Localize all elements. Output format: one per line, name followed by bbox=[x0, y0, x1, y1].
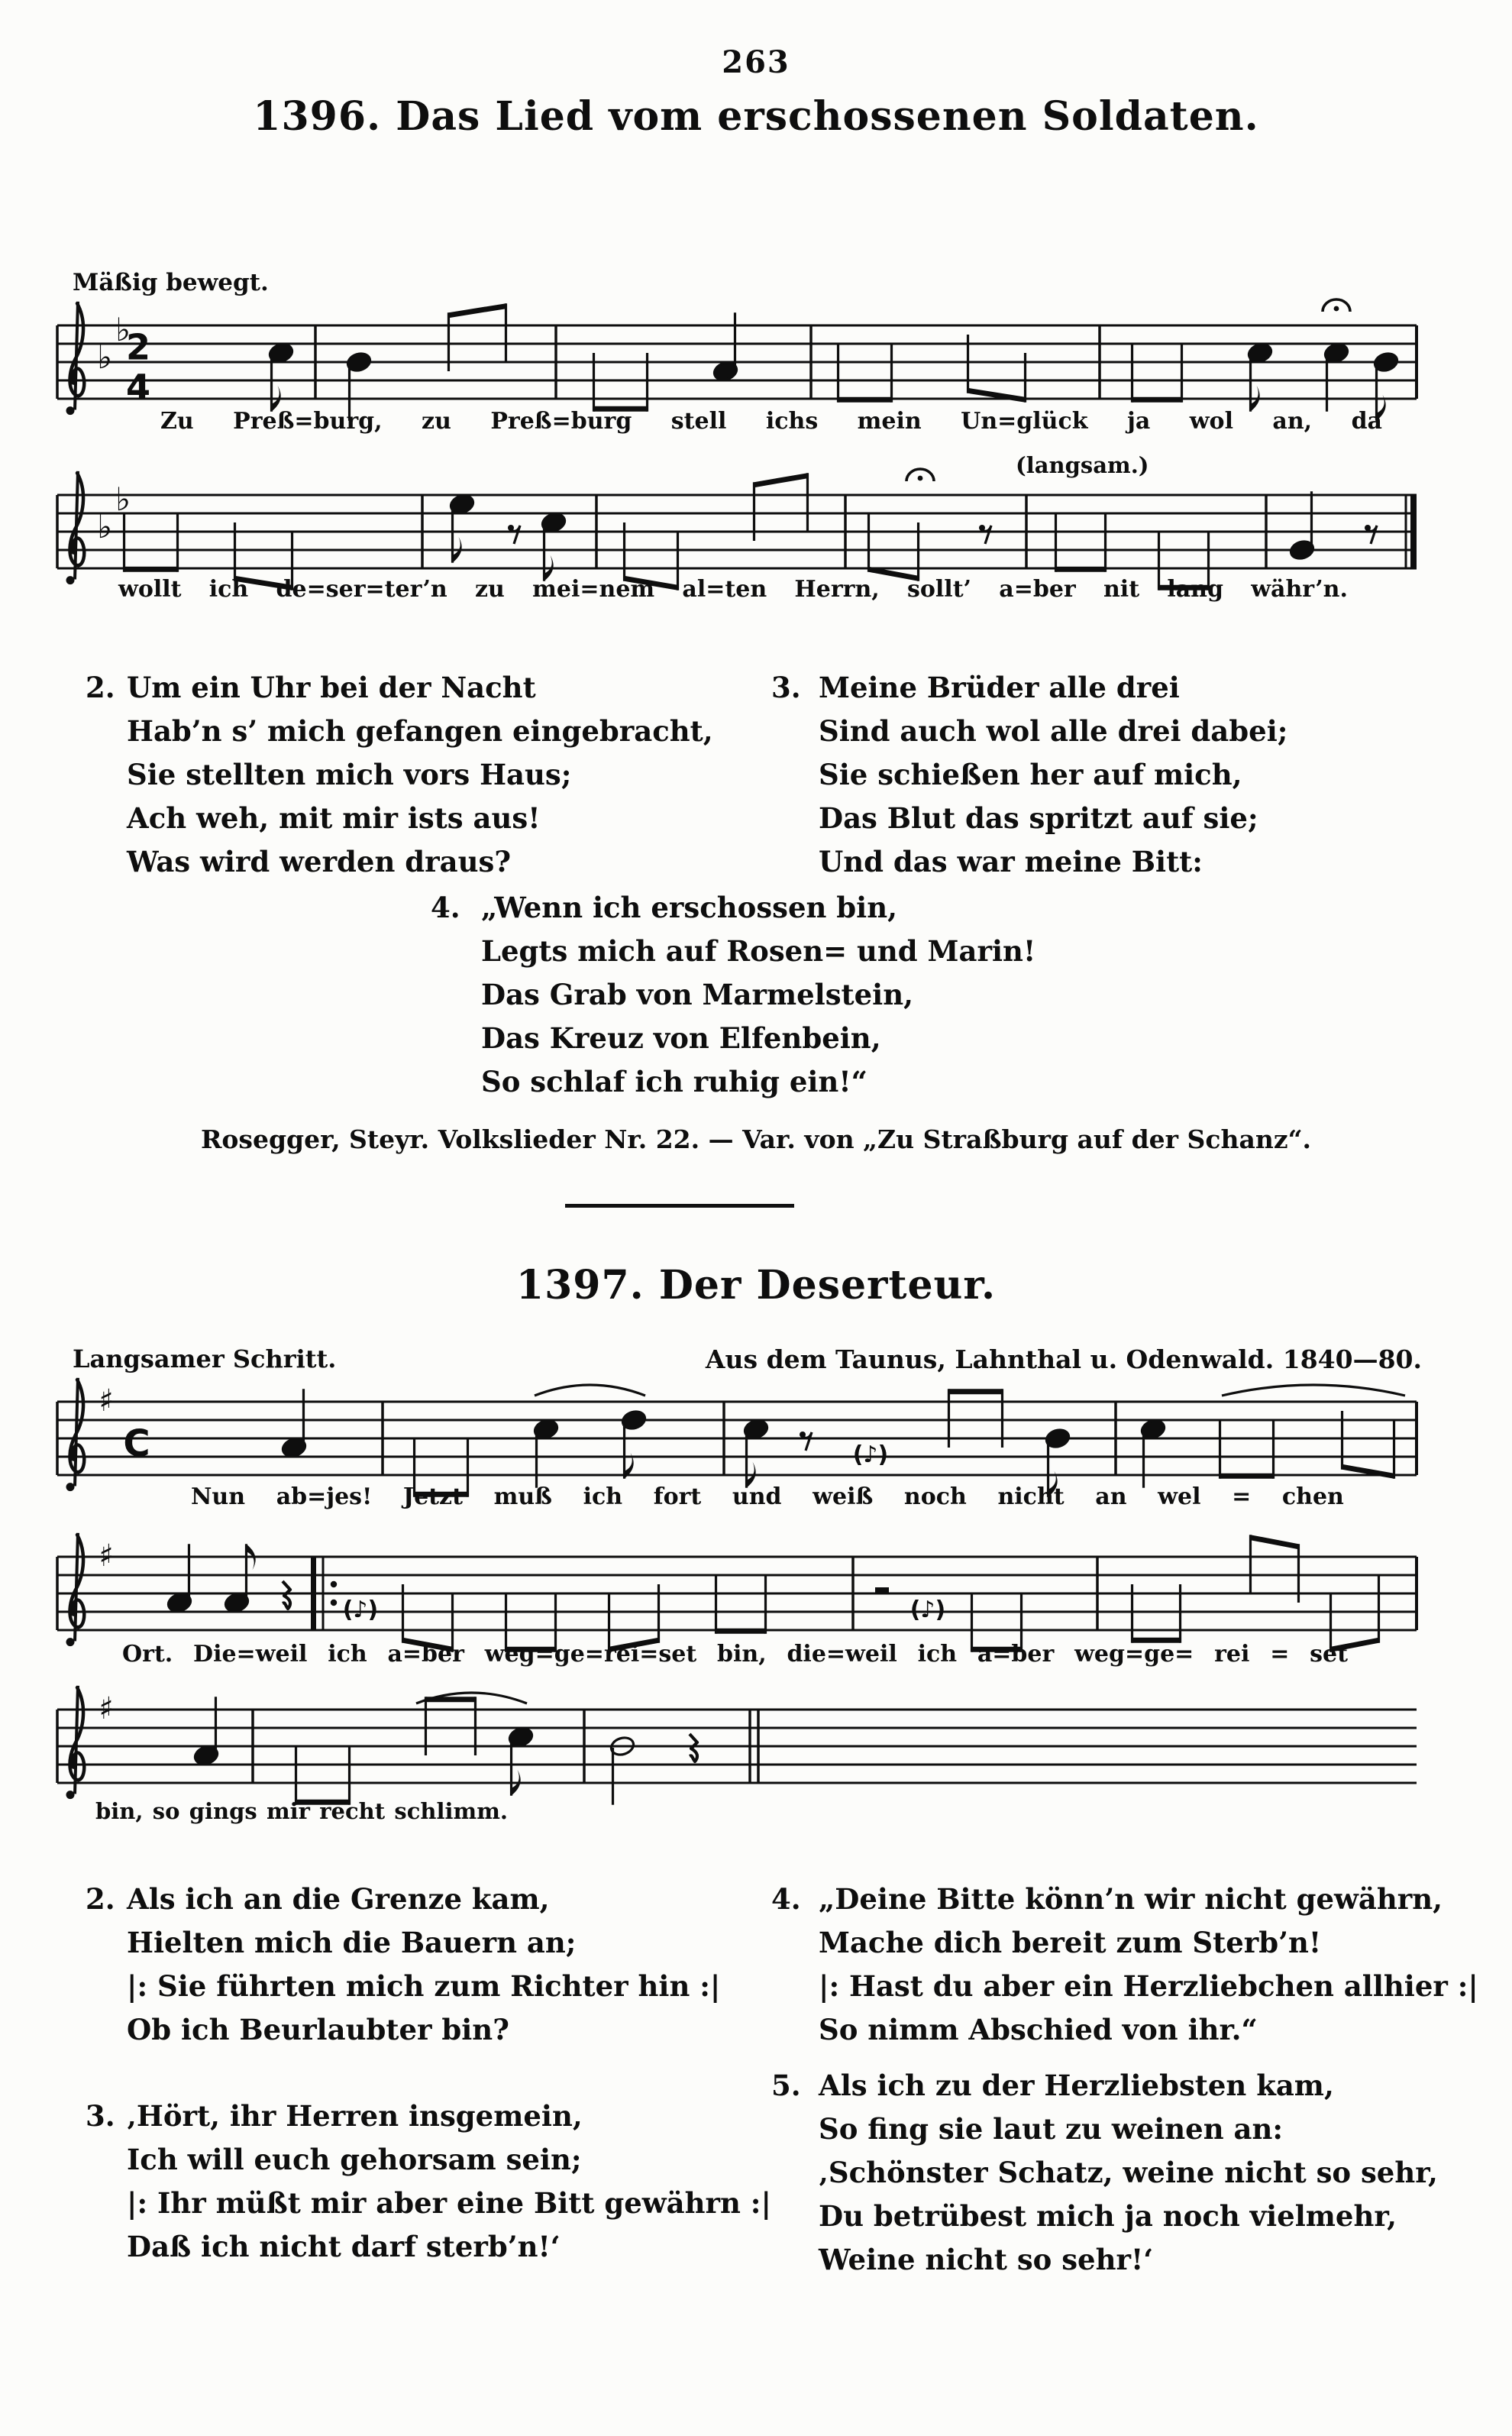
song2-tempo-marking: Langsamer Schritt. bbox=[73, 1344, 337, 1373]
lyric-syllable: mir bbox=[266, 1798, 310, 1824]
verse-line: Sie stellten mich vors Haus; bbox=[127, 758, 572, 791]
lyric-syllable: stell bbox=[670, 408, 727, 435]
staff-system-1 bbox=[57, 299, 1417, 421]
verse-line: Du betrübest mich ja noch vielmehr, bbox=[819, 2199, 1397, 2233]
verse-number: 5. bbox=[771, 2069, 801, 2102]
lyric-syllable: ab=jes! bbox=[276, 1483, 373, 1510]
lyric-syllable: fort bbox=[653, 1483, 702, 1510]
lyric-syllable: zu bbox=[475, 576, 505, 603]
lyric-syllable: Preß=burg bbox=[490, 408, 632, 435]
verse-line: So schlaf ich ruhig ein!“ bbox=[481, 1065, 867, 1098]
verse-line: Um ein Uhr bei der Nacht bbox=[127, 671, 536, 704]
staff-system-3 bbox=[57, 1378, 1417, 1497]
verse-line: ‚Schönster Schatz, weine nicht so sehr, bbox=[819, 2156, 1438, 2189]
lyric-syllable: da bbox=[1351, 408, 1382, 435]
lyric-syllable: muß bbox=[493, 1483, 552, 1510]
lyric-syllable: Nun bbox=[191, 1483, 246, 1510]
lyric-syllable: weiß bbox=[813, 1483, 874, 1510]
lyric-line-2 bbox=[118, 576, 1348, 603]
verse-line: |: Hast du aber ein Herzliebchen allhier :| bbox=[819, 1969, 1478, 2003]
lyric-syllable: weg=ge= bbox=[1074, 1641, 1194, 1668]
song1-source-note: Rosegger, Steyr. Volkslieder Nr. 22. — Var. von „Zu Straßburg auf der Schanz“. bbox=[200, 1124, 1312, 1154]
verse-line: Daß ich nicht darf sterb’n!‘ bbox=[127, 2230, 561, 2263]
lyric-syllable: wel bbox=[1158, 1483, 1201, 1510]
lyric-line-4 bbox=[122, 1641, 1348, 1668]
lyric-syllable: mein bbox=[857, 408, 922, 435]
lyric-syllable: ich bbox=[328, 1641, 367, 1668]
verse-number: 3. bbox=[86, 2099, 115, 2133]
verse-line: Als ich an die Grenze kam, bbox=[127, 1882, 550, 1916]
song1-annotation-langsam: (langsam.) bbox=[1016, 452, 1149, 478]
lyric-syllable: gings bbox=[189, 1798, 257, 1824]
lyric-syllable: ich bbox=[917, 1641, 958, 1668]
lyric-syllable: ich bbox=[208, 576, 249, 603]
verse-line: ‚Hört, ihr Herren insgemein, bbox=[127, 2099, 583, 2133]
lyric-syllable: chen bbox=[1281, 1483, 1344, 1510]
verse-line: Das Grab von Marmelstein, bbox=[481, 978, 914, 1011]
lyric-syllable: Preß=burg, bbox=[233, 408, 383, 435]
lyric-syllable: mei=nem bbox=[532, 576, 655, 603]
lyric-syllable: Jetzt bbox=[402, 1483, 463, 1510]
lyric-syllable: = bbox=[1270, 1641, 1290, 1668]
lyric-syllable: rei bbox=[1214, 1641, 1250, 1668]
lyric-syllable: weg=ge=rei=set bbox=[484, 1641, 697, 1668]
svg-text:♭: ♭ bbox=[115, 311, 131, 348]
svg-text:(♪): (♪) bbox=[852, 1441, 889, 1469]
svg-text:♭: ♭ bbox=[115, 480, 131, 518]
verse-number: 4. bbox=[771, 1882, 801, 1916]
svg-text:(♪): (♪) bbox=[342, 1597, 379, 1624]
song1-title: 1396. Das Lied vom erschossenen Soldaten. bbox=[253, 93, 1259, 140]
verse-line: Ich will euch gehorsam sein; bbox=[127, 2143, 582, 2176]
lyric-syllable: ichs bbox=[765, 408, 819, 435]
svg-text:♯: ♯ bbox=[99, 1383, 114, 1419]
lyric-syllable: noch bbox=[903, 1483, 967, 1510]
svg-text:C: C bbox=[123, 1422, 150, 1465]
lyric-syllable: zu bbox=[422, 408, 451, 435]
lyric-syllable: nit bbox=[1103, 576, 1140, 603]
lyric-syllable: schlimm. bbox=[394, 1798, 508, 1824]
verse-number: 2. bbox=[86, 671, 115, 704]
lyric-syllable: a=ber bbox=[999, 576, 1076, 603]
verse-line: |: Sie führten mich zum Richter hin :| bbox=[127, 1969, 721, 2003]
verse-number: 3. bbox=[771, 671, 801, 704]
verse-line: Als ich zu der Herzliebsten kam, bbox=[819, 2069, 1334, 2102]
lyric-syllable: Herrn, bbox=[794, 576, 880, 603]
lyric-syllable: bin, bbox=[95, 1798, 144, 1824]
verse-line: So nimm Abschied von ihr.“ bbox=[819, 2013, 1258, 2046]
lyric-syllable: Die=weil bbox=[193, 1641, 308, 1668]
verse-line: |: Ihr müßt mir aber eine Bitt gewährn :| bbox=[127, 2186, 771, 2220]
verse-line: „Deine Bitte könn’n wir nicht gewährn, bbox=[819, 1882, 1443, 1916]
verse-line: „Wenn ich erschossen bin, bbox=[481, 891, 898, 924]
lyric-syllable: Un=glück bbox=[961, 408, 1088, 435]
svg-text:2: 2 bbox=[125, 326, 151, 368]
verse-line: Das Kreuz von Elfenbein, bbox=[481, 1021, 881, 1055]
svg-text:(♪): (♪) bbox=[909, 1597, 946, 1624]
verse-line: Hielten mich die Bauern an; bbox=[127, 1926, 577, 1959]
svg-text:4: 4 bbox=[125, 367, 151, 409]
lyric-syllable: ich bbox=[583, 1483, 623, 1510]
lyric-syllable: an bbox=[1095, 1483, 1127, 1510]
verse-number: 2. bbox=[86, 1882, 115, 1916]
svg-text:♭: ♭ bbox=[97, 508, 112, 545]
verse-line: Ob ich Beurlaubter bin? bbox=[127, 2013, 509, 2046]
lyric-syllable: die=weil bbox=[787, 1641, 897, 1668]
lyric-line-5 bbox=[95, 1798, 508, 1824]
verse-line: Meine Brüder alle drei bbox=[819, 671, 1180, 704]
svg-text:♭: ♭ bbox=[97, 338, 112, 376]
verse-line: So fing sie laut zu weinen an: bbox=[819, 2112, 1284, 2146]
verse-line: Sind auch wol alle drei dabei; bbox=[819, 714, 1288, 748]
lyric-syllable: wol bbox=[1189, 408, 1233, 435]
lyric-syllable: wollt bbox=[118, 576, 182, 603]
lyric-syllable: bin, bbox=[717, 1641, 767, 1668]
verse-line: Hab’n s’ mich gefangen eingebracht, bbox=[127, 714, 713, 748]
lyric-syllable: al=ten bbox=[682, 576, 767, 603]
verse-line: Legts mich auf Rosen= und Marin! bbox=[481, 934, 1036, 968]
lyric-syllable: = bbox=[1232, 1483, 1252, 1510]
verse-line: Mache dich bereit zum Sterb’n! bbox=[819, 1926, 1322, 1959]
section-divider-rule bbox=[565, 1204, 794, 1208]
lyric-syllable: a=ber bbox=[977, 1641, 1055, 1668]
lyric-line-1 bbox=[160, 408, 1382, 435]
verse-line: Und das war meine Bitt: bbox=[819, 845, 1203, 878]
lyric-syllable: nicht bbox=[997, 1483, 1065, 1510]
lyric-syllable: an, bbox=[1272, 408, 1313, 435]
lyric-syllable: so bbox=[152, 1798, 180, 1824]
page-number: 263 bbox=[722, 44, 790, 80]
lyric-syllable: recht bbox=[319, 1798, 386, 1824]
song1-tempo-marking: Mäßig bewegt. bbox=[73, 269, 269, 296]
lyric-syllable: Zu bbox=[160, 408, 194, 435]
lyric-syllable: sollt’ bbox=[907, 576, 971, 603]
lyric-syllable: de=ser=ter’n bbox=[276, 576, 447, 603]
verse-line: Weine nicht so sehr!‘ bbox=[819, 2243, 1154, 2276]
lyric-line-3 bbox=[191, 1483, 1344, 1510]
lyric-syllable: Ort. bbox=[122, 1641, 173, 1668]
verse-line: Was wird werden draus? bbox=[127, 845, 512, 878]
svg-text:♯: ♯ bbox=[99, 1691, 114, 1726]
lyric-syllable: set bbox=[1310, 1641, 1348, 1668]
verse-line: Das Blut das spritzt auf sie; bbox=[819, 801, 1258, 835]
staff-system-5 bbox=[57, 1686, 1417, 1805]
staff-system-4 bbox=[57, 1533, 1417, 1652]
song2-provenance: Aus dem Taunus, Lahnthal u. Odenwald. 1840—80. bbox=[705, 1344, 1422, 1374]
song2-title: 1397. Der Deserteur. bbox=[515, 1262, 997, 1309]
lyric-syllable: a=ber bbox=[387, 1641, 464, 1668]
verse-number: 4. bbox=[431, 891, 460, 924]
verse-line: Ach weh, mit mir ists aus! bbox=[127, 801, 541, 835]
lyric-syllable: währ’n. bbox=[1251, 576, 1348, 603]
lyric-syllable: und bbox=[732, 1483, 782, 1510]
staff-system-2 bbox=[57, 469, 1417, 590]
lyric-syllable: lang bbox=[1167, 576, 1223, 603]
lyric-syllable: ja bbox=[1126, 408, 1151, 435]
svg-text:♯: ♯ bbox=[99, 1538, 114, 1574]
verse-line: Sie schießen her auf mich, bbox=[819, 758, 1242, 791]
